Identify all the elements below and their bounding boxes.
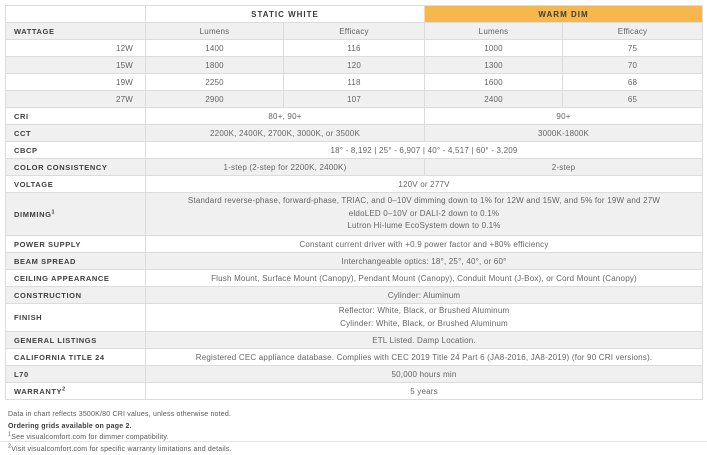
spec-label: L70 <box>6 366 146 383</box>
wattage-value: 1600 <box>425 74 563 91</box>
wattage-label: WATTAGE <box>6 23 146 40</box>
wattage-value: 65 <box>563 91 703 108</box>
wattage-row-27w <box>6 91 703 108</box>
spec-value: ETL Listed. Damp Location. <box>146 332 703 349</box>
wattage-value: 120 <box>284 57 425 74</box>
spec-label: CBCP <box>6 142 146 159</box>
wattage-row-15w <box>6 57 703 74</box>
spec-label: COLOR CONSISTENCY <box>6 159 146 176</box>
spec-value: Cylinder: Aluminum <box>146 287 703 304</box>
wattage-value: 2250 <box>146 74 284 91</box>
warm-dim-lumens-header: Lumens <box>425 23 563 40</box>
spec-row-construction <box>6 287 703 304</box>
warm-dim-efficacy-header: Efficacy <box>563 23 703 40</box>
spec-row-power-supply <box>6 236 703 253</box>
wattage-value: 68 <box>563 74 703 91</box>
spec-label: GENERAL LISTINGS <box>6 332 146 349</box>
static-white-efficacy-header: Efficacy <box>284 23 425 40</box>
footnote: $^2$Visit visualcomfort.com for specific warranty limitations and details. <box>8 444 699 455</box>
spec-row-general-listings <box>6 332 703 349</box>
wattage-value: 75 <box>563 40 703 57</box>
spec-label: CONSTRUCTION <box>6 287 146 304</box>
wattage-value: 107 <box>284 91 425 108</box>
spec-row-ceiling-appearance <box>6 270 703 287</box>
spec-value: Interchangeable optics: 18°, 25°, 40°, or 60° <box>146 253 703 270</box>
spec-row-finish <box>6 304 703 332</box>
spec-value: 18° - 8,192 | 25° - 6,907 | 40° - 4,517 | 60° - 3,209 <box>146 142 703 159</box>
wattage-cell: 15W <box>6 57 146 74</box>
spec-row-cri <box>6 108 703 125</box>
wattage-value: 116 <box>284 40 425 57</box>
wattage-value: 1000 <box>425 40 563 57</box>
wattage-value: 118 <box>284 74 425 91</box>
warm-dim-value: 90+ <box>425 108 703 125</box>
warm-dim-value: 2-step <box>425 159 703 176</box>
footnote: Ordering grids available on page 2. <box>8 421 699 433</box>
spec-label: DIMMING$^1$ <box>6 193 146 236</box>
wattage-value: 1800 <box>146 57 284 74</box>
spec-label: CALIFORNIA TITLE 24 <box>6 349 146 366</box>
spec-row-l70 <box>6 366 703 383</box>
spec-table <box>5 5 703 400</box>
spec-value: Standard reverse-phase, forward-phase, TRIAC, and 0–10V dimming down to 1% for 12W and 15W, and 5% for 19W and 27W eldoLED 0–10V or DALI-2 down to 0.1% Lutron Hi-lume EcoSystem down to 0.1% <box>146 193 703 236</box>
spec-label: BEAM SPREAD <box>6 253 146 270</box>
footnotes <box>5 400 702 455</box>
wattage-cell: 12W <box>6 40 146 57</box>
footnote: $^1$See visualcomfort.com for dimmer compatibility. <box>8 432 699 444</box>
group-header-row <box>6 6 703 23</box>
warm-dim-value: 3000K-1800K <box>425 125 703 142</box>
static-white-value: 1-step (2-step for 2200K, 2400K) <box>146 159 425 176</box>
spec-value: Reflector: White, Black, or Brushed Aluminum Cylinder: White, Black, or Brushed Aluminum <box>146 304 703 332</box>
spec-row-dimming <box>6 193 703 236</box>
wattage-row-19w <box>6 74 703 91</box>
page-bottom-divider <box>0 441 707 442</box>
wattage-value: 2900 <box>146 91 284 108</box>
spec-row-warranty <box>6 383 703 400</box>
wattage-cell: 19W <box>6 74 146 91</box>
spec-label: POWER SUPPLY <box>6 236 146 253</box>
wattage-value: 70 <box>563 57 703 74</box>
static-white-value: 80+, 90+ <box>146 108 425 125</box>
column-header-row <box>6 23 703 40</box>
spec-row-california-title-24 <box>6 349 703 366</box>
spec-value: 50,000 hours min <box>146 366 703 383</box>
spec-label: VOLTAGE <box>6 176 146 193</box>
spec-row-color-consistency <box>6 159 703 176</box>
static-white-lumens-header: Lumens <box>146 23 284 40</box>
spec-value: Flush Mount, Surface Mount (Canopy), Pendant Mount (Canopy), Conduit Mount (J-Box), or Cord Mount (Canopy) <box>146 270 703 287</box>
spec-label: CEILING APPEARANCE <box>6 270 146 287</box>
wattage-value: 1400 <box>146 40 284 57</box>
spec-label: FINISH <box>6 304 146 332</box>
wattage-value: 2400 <box>425 91 563 108</box>
wattage-cell: 27W <box>6 91 146 108</box>
spec-value: 120V or 277V <box>146 176 703 193</box>
static-white-header: STATIC WHITE <box>146 6 425 23</box>
spec-row-beam-spread <box>6 253 703 270</box>
spec-row-cbcp <box>6 142 703 159</box>
static-white-value: 2200K, 2400K, 2700K, 3000K, or 3500K <box>146 125 425 142</box>
spec-value: Registered CEC appliance database. Complies with CEC 2019 Title 24 Part 6 (JA8-2016, JA8-2019) (for 90 CRI versions). <box>146 349 703 366</box>
footnote: Data in chart reflects 3500K/80 CRI values, unless otherwise noted. <box>8 409 699 421</box>
spec-value: Constant current driver with +0.9 power factor and +80% efficiency <box>146 236 703 253</box>
spec-row-cct <box>6 125 703 142</box>
wattage-row-12w <box>6 40 703 57</box>
spec-label: CCT <box>6 125 146 142</box>
spec-row-voltage <box>6 176 703 193</box>
corner-cell <box>6 6 146 23</box>
spec-label: WARRANTY$^2$ <box>6 383 146 400</box>
spec-label: CRI <box>6 108 146 125</box>
wattage-value: 1300 <box>425 57 563 74</box>
warm-dim-header: WARM DIM <box>425 6 703 23</box>
spec-value: 5 years <box>146 383 703 400</box>
